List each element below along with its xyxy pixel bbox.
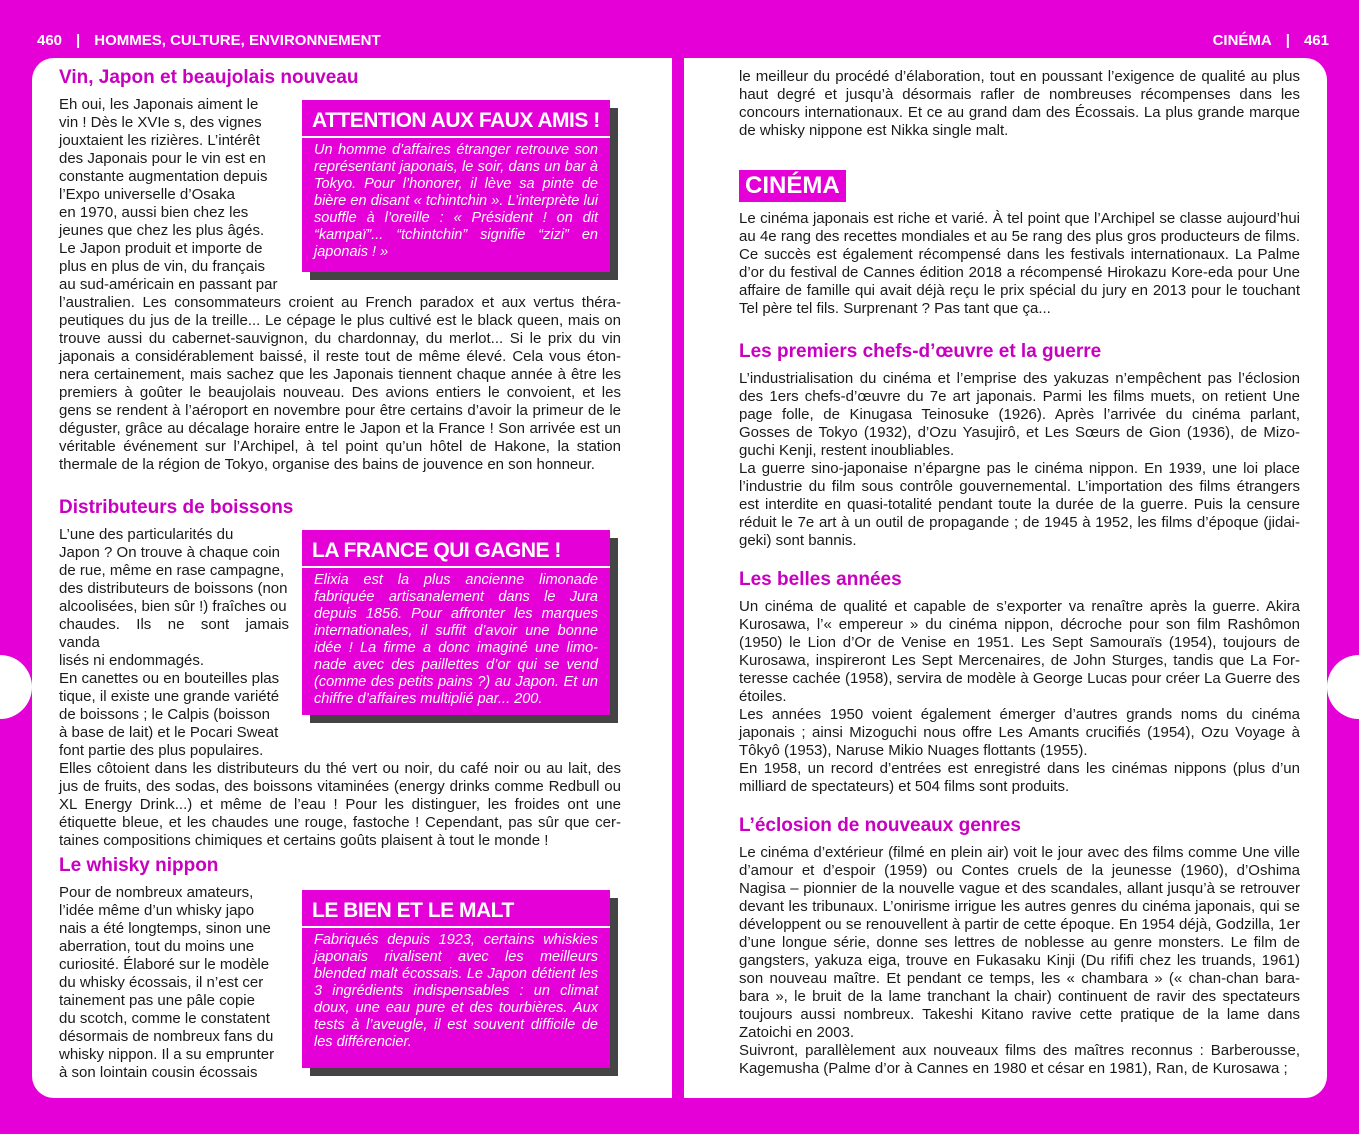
sidebar-text: Fabriqués depuis 1923, certains whiskies japonais rivalisent avec les meilleurs blended malt écossais. Le Japon détient les 3 ingrédients indispensables : un climat doux, une eau pure et des tourbières. Aux tests à l’aveugle, il est souvent difficile de les différencier. — [314, 932, 598, 1050]
text-line: tique, il existe une grande variété — [59, 688, 280, 705]
sidebar-faux-amis — [302, 100, 610, 272]
text-line: l’idée même d’un whisky japo — [59, 902, 255, 919]
paragraph: Un cinéma de qualité et capable de s’exporter va renaître après la guerre. Akira Kurosawa, l’« empereur » du cinéma nippon, décroche pour son film Rashômon (1950) le Lion d’Or de Venise en 1951. Les Sept Samouraïs (1954), toujours de Kurosawa, inspireront Les Sept Mercenaires, de John Sturges, tandis que La Forteresse cachée (1958), servira de modèle à George Lucas pour créer La Guerre des étoiles. — [739, 598, 1300, 705]
text-line: whisky nippon. Il a su emprunter — [59, 1046, 275, 1063]
text-line: du whisky écossais, il n’est cer — [59, 974, 264, 991]
text-line: de rue, même en rase campagne, — [59, 562, 285, 579]
paragraph: En 1958, un record d’entrées est enregistré dans les cinémas nippons (plus d’un milliard de spectateurs) et 504 films sont produits. — [739, 760, 1300, 795]
text-line: plus en plus de vin, du français — [59, 258, 265, 275]
section-title-nouveaux-genres: L’éclosion de nouveaux genres — [739, 815, 1021, 836]
text-line: lisés ni endommagés. — [59, 652, 205, 669]
right-page-number: 461 — [1303, 32, 1329, 49]
header-left: 460 | HOMMES, CULTURE, ENVIRONNEMENT — [37, 32, 381, 49]
paragraph: Les années 1950 voient également émerger d’autres grands noms du cinéma japonais ; ainsi Mizoguchi nous offre Les Amants crucifiés (1954), Ozu Voyage à Tôkyô (1953), Naruse Mikio Nuages flottants (1955). — [739, 706, 1300, 759]
header-right: CINÉMA | 461 — [1212, 32, 1329, 49]
text-line: tainement pas une pâle copie — [59, 992, 255, 1009]
section-title-wine: Vin, Japon et beaujolais nouveau — [59, 67, 359, 88]
text-line: En canettes ou en bouteilles plas — [59, 670, 280, 687]
text-line: alcoolisées, bien sûr !) fraîches ou — [59, 598, 287, 615]
text-line: curiosité. Élaboré sur le modèle — [59, 956, 270, 973]
text-line: jouxtaient les rizières. L’intérêt — [59, 132, 260, 149]
text-line: des distributeurs de boissons (non — [59, 580, 288, 597]
text-line: à son lointain cousin écossais — [59, 1064, 258, 1081]
text-line: font partie des plus populaires. — [59, 742, 264, 759]
text-line: l’Expo universelle d’Osaka — [59, 186, 235, 203]
paragraph: L’industrialisation du cinéma et l’emprise des yakuzas n’empêchent pas l’éclosion des 1ers chefs-d’œuvre du 7e art japonais. Parmi les films muets, on retient Une page folle, de Kinugasa Teinosuke (1926). Après l’arrivée du cinéma parlant, Gosses de Tokyo (1932), d’Ozu Yasujirô, et Les Sœurs de Gion (1936), de Mizoguchi Kenji, restent inoubliables. — [739, 370, 1300, 459]
left-page-number: 460 — [37, 32, 63, 49]
paragraph: Suivront, parallèlement aux nouveaux films des maîtres reconnus : Barberousse, Kagemusha (Palme d’or à Cannes en 1980 et césar en 1981), Ran, de Kurosawa ; — [739, 1042, 1300, 1077]
running-header — [0, 0, 1359, 58]
cinema-intro: Le cinéma japonais est riche et varié. À tel point que l’Archipel se classe aujourd’hui au 4e rang des recettes mondiales et au 5e rang des plus gros producteurs de films. Ce succès est également récompensé dans les festivals internationaux. La Palme d’or du festival de Cannes édition 2018 a récompensé Hirokazu Kore-eda pour Une affaire de famille qui avait déjà reçu le prix spécial du jury en 2013 pour le touchant Tel père tel fils. Surprenant ? Pas tant que ça... — [739, 210, 1300, 317]
right-running-title: CINÉMA — [1212, 32, 1272, 49]
text-line: du scotch, comme le constatent — [59, 1010, 270, 1027]
text-line: nais a été longtemps, sinon une — [59, 920, 271, 937]
section-title-chefs-doeuvre: Les premiers chefs-d’œuvre et la guerre — [739, 341, 1102, 362]
paragraph: La guerre sino-japonaise n’épargne pas le cinéma nippon. En 1939, une loi place l’industrie du film sous contrôle gouvernemental. L’importation des films étrangers est interdite en quasi-totalité pendant toute la durée de la guerre. Puis la censure réduit le 7e art à un outil de propagande ; de 1945 à 1952, les films d’époque (jidaigeki) sont bannis. — [739, 460, 1300, 549]
text-line: à base de lait) et le Pocari Sweat — [59, 724, 279, 741]
text-line: constante augmentation depuis — [59, 168, 268, 185]
text-line: jeunes que chez les plus âgés. — [59, 222, 265, 239]
paragraph: Le cinéma d’extérieur (filmé en plein air) voit le jour avec des films comme Une ville d’amour et d’espoir (1959) ou Contes cruels de la jeunesse (1960), d’Oshima Nagisa – pionnier de la nouvelle vague et des scandales, allant jusqu’à se retrouver devant les tribunaux. L’onirisme irrigue les autres genres du cinéma japonais, qui se développent ou se renouvellent à partir de cette époque. En 1954 déjà, Godzilla, 1er d’une longue série, donne ses lettres de noblesse au genre monsters. Le film de gangsters, yakuza eiga, trouve en Fukasaku Kinji (Du rififi chez les truands, 1961) son nouveau maître. Et pendant ce temps, les « chambara » (« chan-chan bara-bara », le bruit de la lame tranchant la chair) continuent de ravir des spectateurs toujours aussi nombreux. Takeshi Kitano ravive cette pratique de la lame dans Zatoichi en 2003. — [739, 844, 1300, 1041]
text-line: désormais de nombreux fans du — [59, 1028, 274, 1045]
chapter-title-cinema: CINÉMA — [739, 170, 846, 202]
text-line: Pour de nombreux amateurs, — [59, 884, 254, 901]
right-edge-tab — [1327, 655, 1359, 719]
text-line: au sud-américain en passant par — [59, 276, 278, 293]
right-column — [739, 68, 1300, 1078]
text-line: chaudes. Ils ne sont jamais vanda — [59, 616, 289, 651]
text-line: Eh oui, les Japonais aiment le — [59, 96, 259, 113]
text-line: aberration, tout du moins une — [59, 938, 255, 955]
wine-short-lines — [59, 96, 291, 294]
wine-paragraph: l’australien. Les consommateurs croient au French paradox et aux vertus thérapeutiques du jus de la treille... Le cépage le plus cultivé est le black queen, mais on trouve aussi du cabernet-sauvignon, du chardonnay, du merlot... Si le prix du vin japonais a considérablement baissé, il reste tout de même élevé. Cela vous étonnera certainement, mais sachez que les Japonais tiennent chaque année à être les premiers à goûter le beaujolais nouveau. Des avions entiers le convoient, et les gens se rendent à l’aéroport en novembre pour être certains d’avoir la primeur de le déguster, grâce au décalage horaire entre le Japon et la France ! Son arrivée est un véritable événement sur l’Archipel, à tel point qu’un hôtel de Hakone, la station thermale de la région de Tokyo, organise des bains de jouvence en son honneur. — [59, 294, 621, 473]
distributors-paragraph: Elles côtoient dans les distributeurs du thé vert ou noir, du café noir ou au lait, des jus de fruits, des sodas, des boissons vitaminées (energy drinks comme Redbull ou XL Energy Drink...) et même de l’eau ! Pour les distinguer, les froides ont une étiquette bleue, et les chaudes une rouge, fastoche ! Cependant, pas sûr que certaines compositions chimiques et certains goûts plaisent à tout le monde ! — [59, 760, 621, 849]
text-line: des Japonais pour le vin est en — [59, 150, 266, 167]
text-line: L’une des particularités du — [59, 526, 234, 543]
text-line: en 1970, aussi bien chez les — [59, 204, 249, 221]
text-line: de boissons ; le Calpis (boisson — [59, 706, 270, 723]
whisky-continued: le meilleur du procédé d’élaboration, tout en poussant l’exigence de qualité au plus haut degré et jusqu’à désormais rafler de nombreuses récompenses dans les concours internationaux. Et ce au grand dam des Écossais. La plus grande marque de whisky nippone est Nikka single malt. — [739, 68, 1300, 139]
sidebar-text: Elixia est la plus ancienne limonade fabriquée artisanalement dans le Jura depuis 1856. Pour affronter les marques internationales, il suffit d’avoir une bonne idée ! La firme a donc imaginé une limonade avec des paillettes d’or qui se vend (comme des petits pains ?) au Japon. Et un chiffre d’affaires multiplié par... 200. — [314, 572, 598, 707]
sidebar-title: LE BIEN ET LE MALT — [302, 894, 610, 928]
sidebar-bien-malt — [302, 890, 610, 1068]
section-title-belles-annees: Les belles années — [739, 569, 902, 590]
distributors-short-lines — [59, 526, 289, 760]
whisky-short-lines — [59, 884, 291, 1082]
text-line: Japon ? On trouve à chaque coin — [59, 544, 280, 561]
sidebar-france-gagne — [302, 530, 610, 715]
text-line: Le Japon produit et importe de — [59, 240, 263, 257]
sidebar-text: Un homme d’affaires étranger retrouve son représentant japonais, le soir, dans un bar à Tokyo. Pour l’honorer, il lève sa pinte de bière en disant « tchintchin ». L’interprète lui souffle à l’oreille : « Président ! on dit “kampaï”... “tchintchin” signifie “zizi” en japonais ! » — [314, 142, 598, 260]
text-line: vin ! Dès le XVIe s, des vignes — [59, 114, 262, 131]
section-title-whisky: Le whisky nippon — [59, 855, 219, 876]
left-edge-tab — [0, 655, 32, 719]
section-title-distributors: Distributeurs de boissons — [59, 497, 294, 518]
left-running-title: HOMMES, CULTURE, ENVIRONNEMENT — [94, 32, 381, 49]
sidebar-title: ATTENTION AUX FAUX AMIS ! — [302, 104, 610, 138]
sidebar-title: LA FRANCE QUI GAGNE ! — [302, 534, 610, 568]
